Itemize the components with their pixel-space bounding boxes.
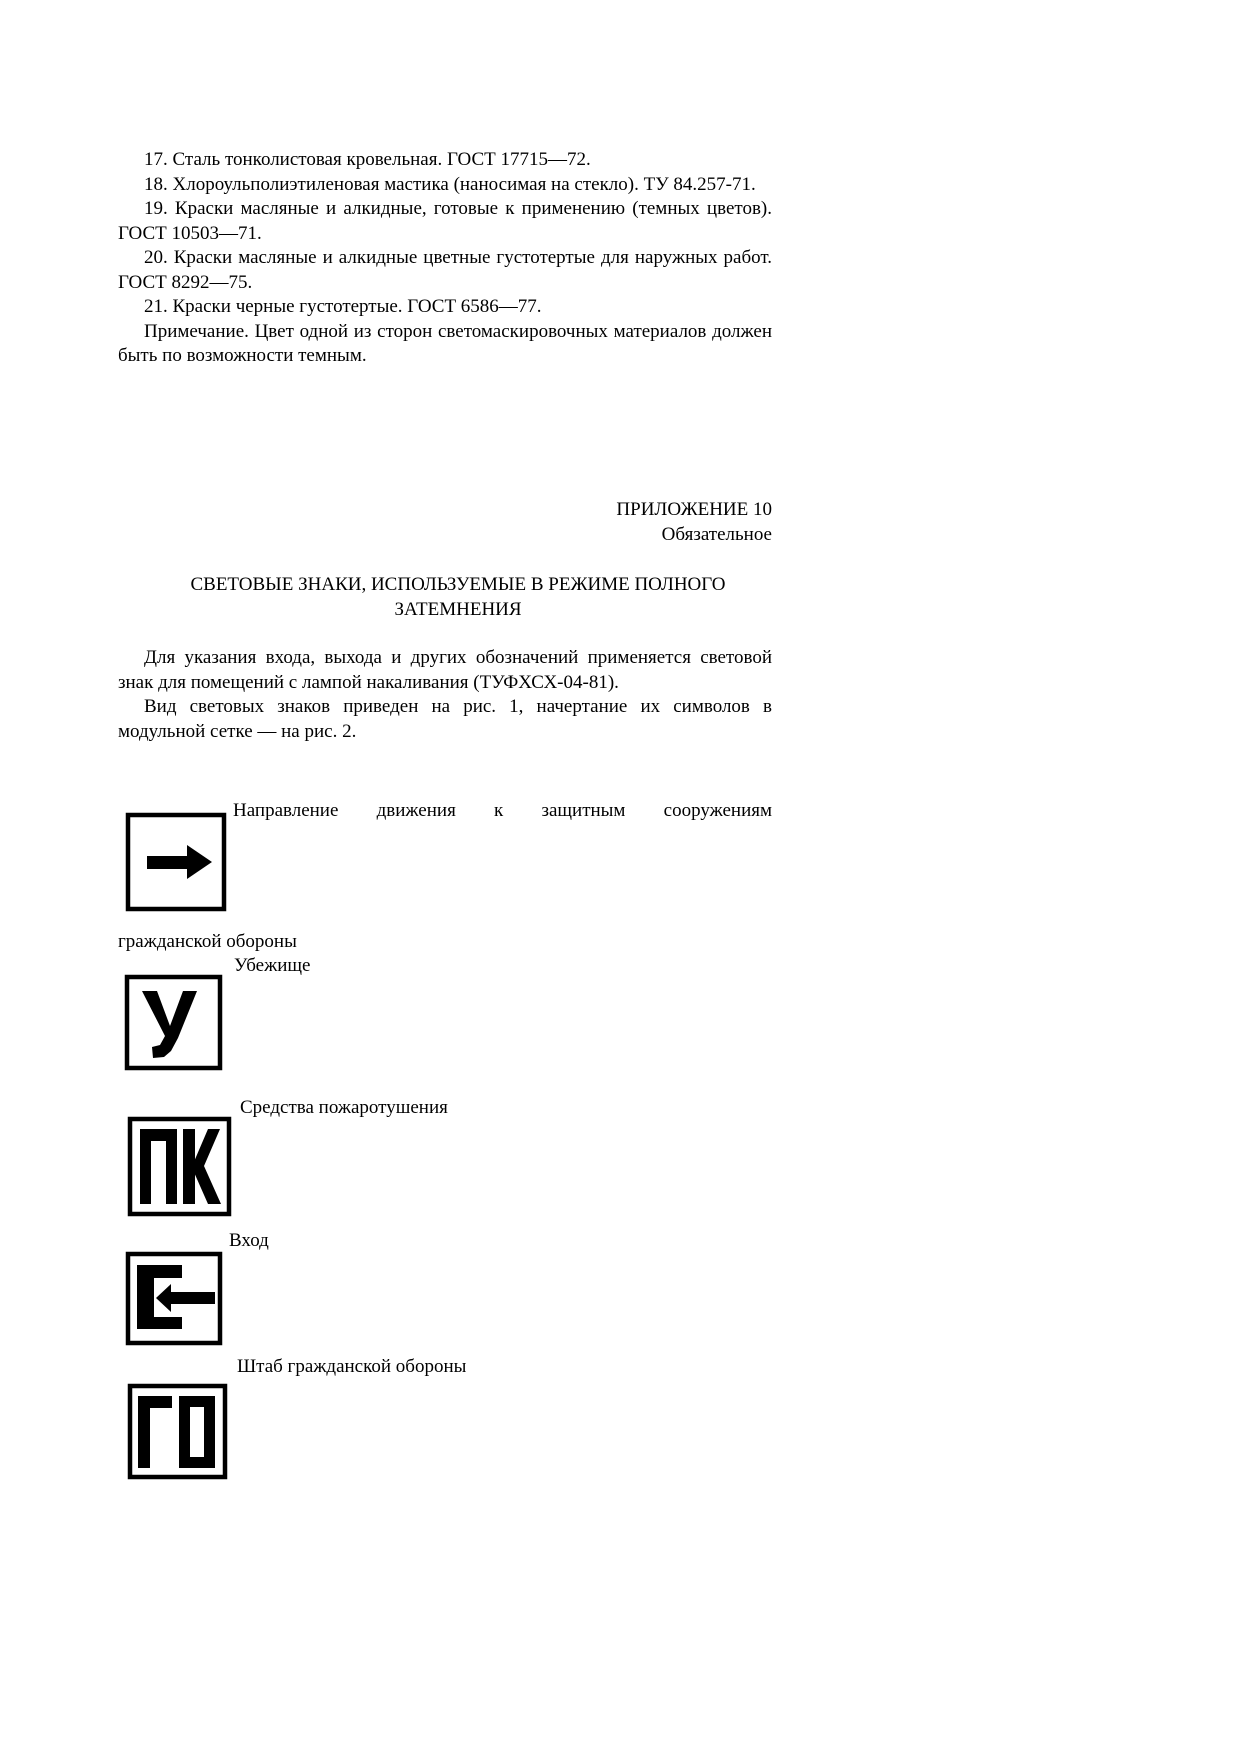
section-title: СВЕТОВЫЕ ЗНАКИ, ИСПОЛЬЗУЕМЫЕ В РЕЖИМЕ ПОЛНОГО ЗАТЕМНЕНИЯ [190,574,726,620]
appendix-status: Обязательное [661,523,772,545]
list-item: 21. Краски черные густотертые. ГОСТ 6586—77. [144,296,542,317]
list-item: 20. Краски масляные и алкидные цветные густотертые для наружных работ. ГОСТ 8292—75. [118,247,772,293]
sign-label-direction-cont: гражданской обороны [118,931,297,952]
entrance-arrow-icon [125,1251,223,1346]
letter-u-icon [124,974,223,1071]
letters-go-icon [127,1383,228,1480]
list-item: 19. Краски масляные и алкидные, готовые к применению (темных цветов). ГОСТ 10503—71. [118,198,772,244]
list-item: 18. Хлороульполиэтиленовая мастика (наносимая на стекло). ТУ 84.257-71. [144,173,756,195]
sign-label-entrance: Вход [229,1230,269,1251]
section-title-wrap [148,573,768,622]
arrow-right-icon [125,812,227,912]
appendix-header [118,498,772,547]
paragraph: Вид световых знаков приведен на рис. 1, начертание их символов в модульной сетке — на рис. 2. [118,696,772,742]
sign-label-shelter: Убежище [234,955,311,976]
letters-pk-icon [127,1116,232,1217]
sign-label-fire: Средства пожаротушения [240,1097,448,1118]
sign-label-direction: Направление движения к защитным сооружениям [233,800,772,821]
body-text [118,646,772,744]
paragraph: Для указания входа, выхода и других обозначений применяется световой знак для помещений с лампой накаливания (ТУФХСХ-04-81). [118,647,772,693]
list-item: 17. Сталь тонколистовая кровельная. ГОСТ 17715—72. [144,149,591,170]
appendix-number: ПРИЛОЖЕНИЕ 10 [616,499,772,520]
sign-label-hq: Штаб гражданской обороны [237,1356,467,1377]
note: Примечание. Цвет одной из сторон светомаскировочных материалов должен быть по возможности темным. [118,320,772,366]
materials-list [118,148,772,369]
